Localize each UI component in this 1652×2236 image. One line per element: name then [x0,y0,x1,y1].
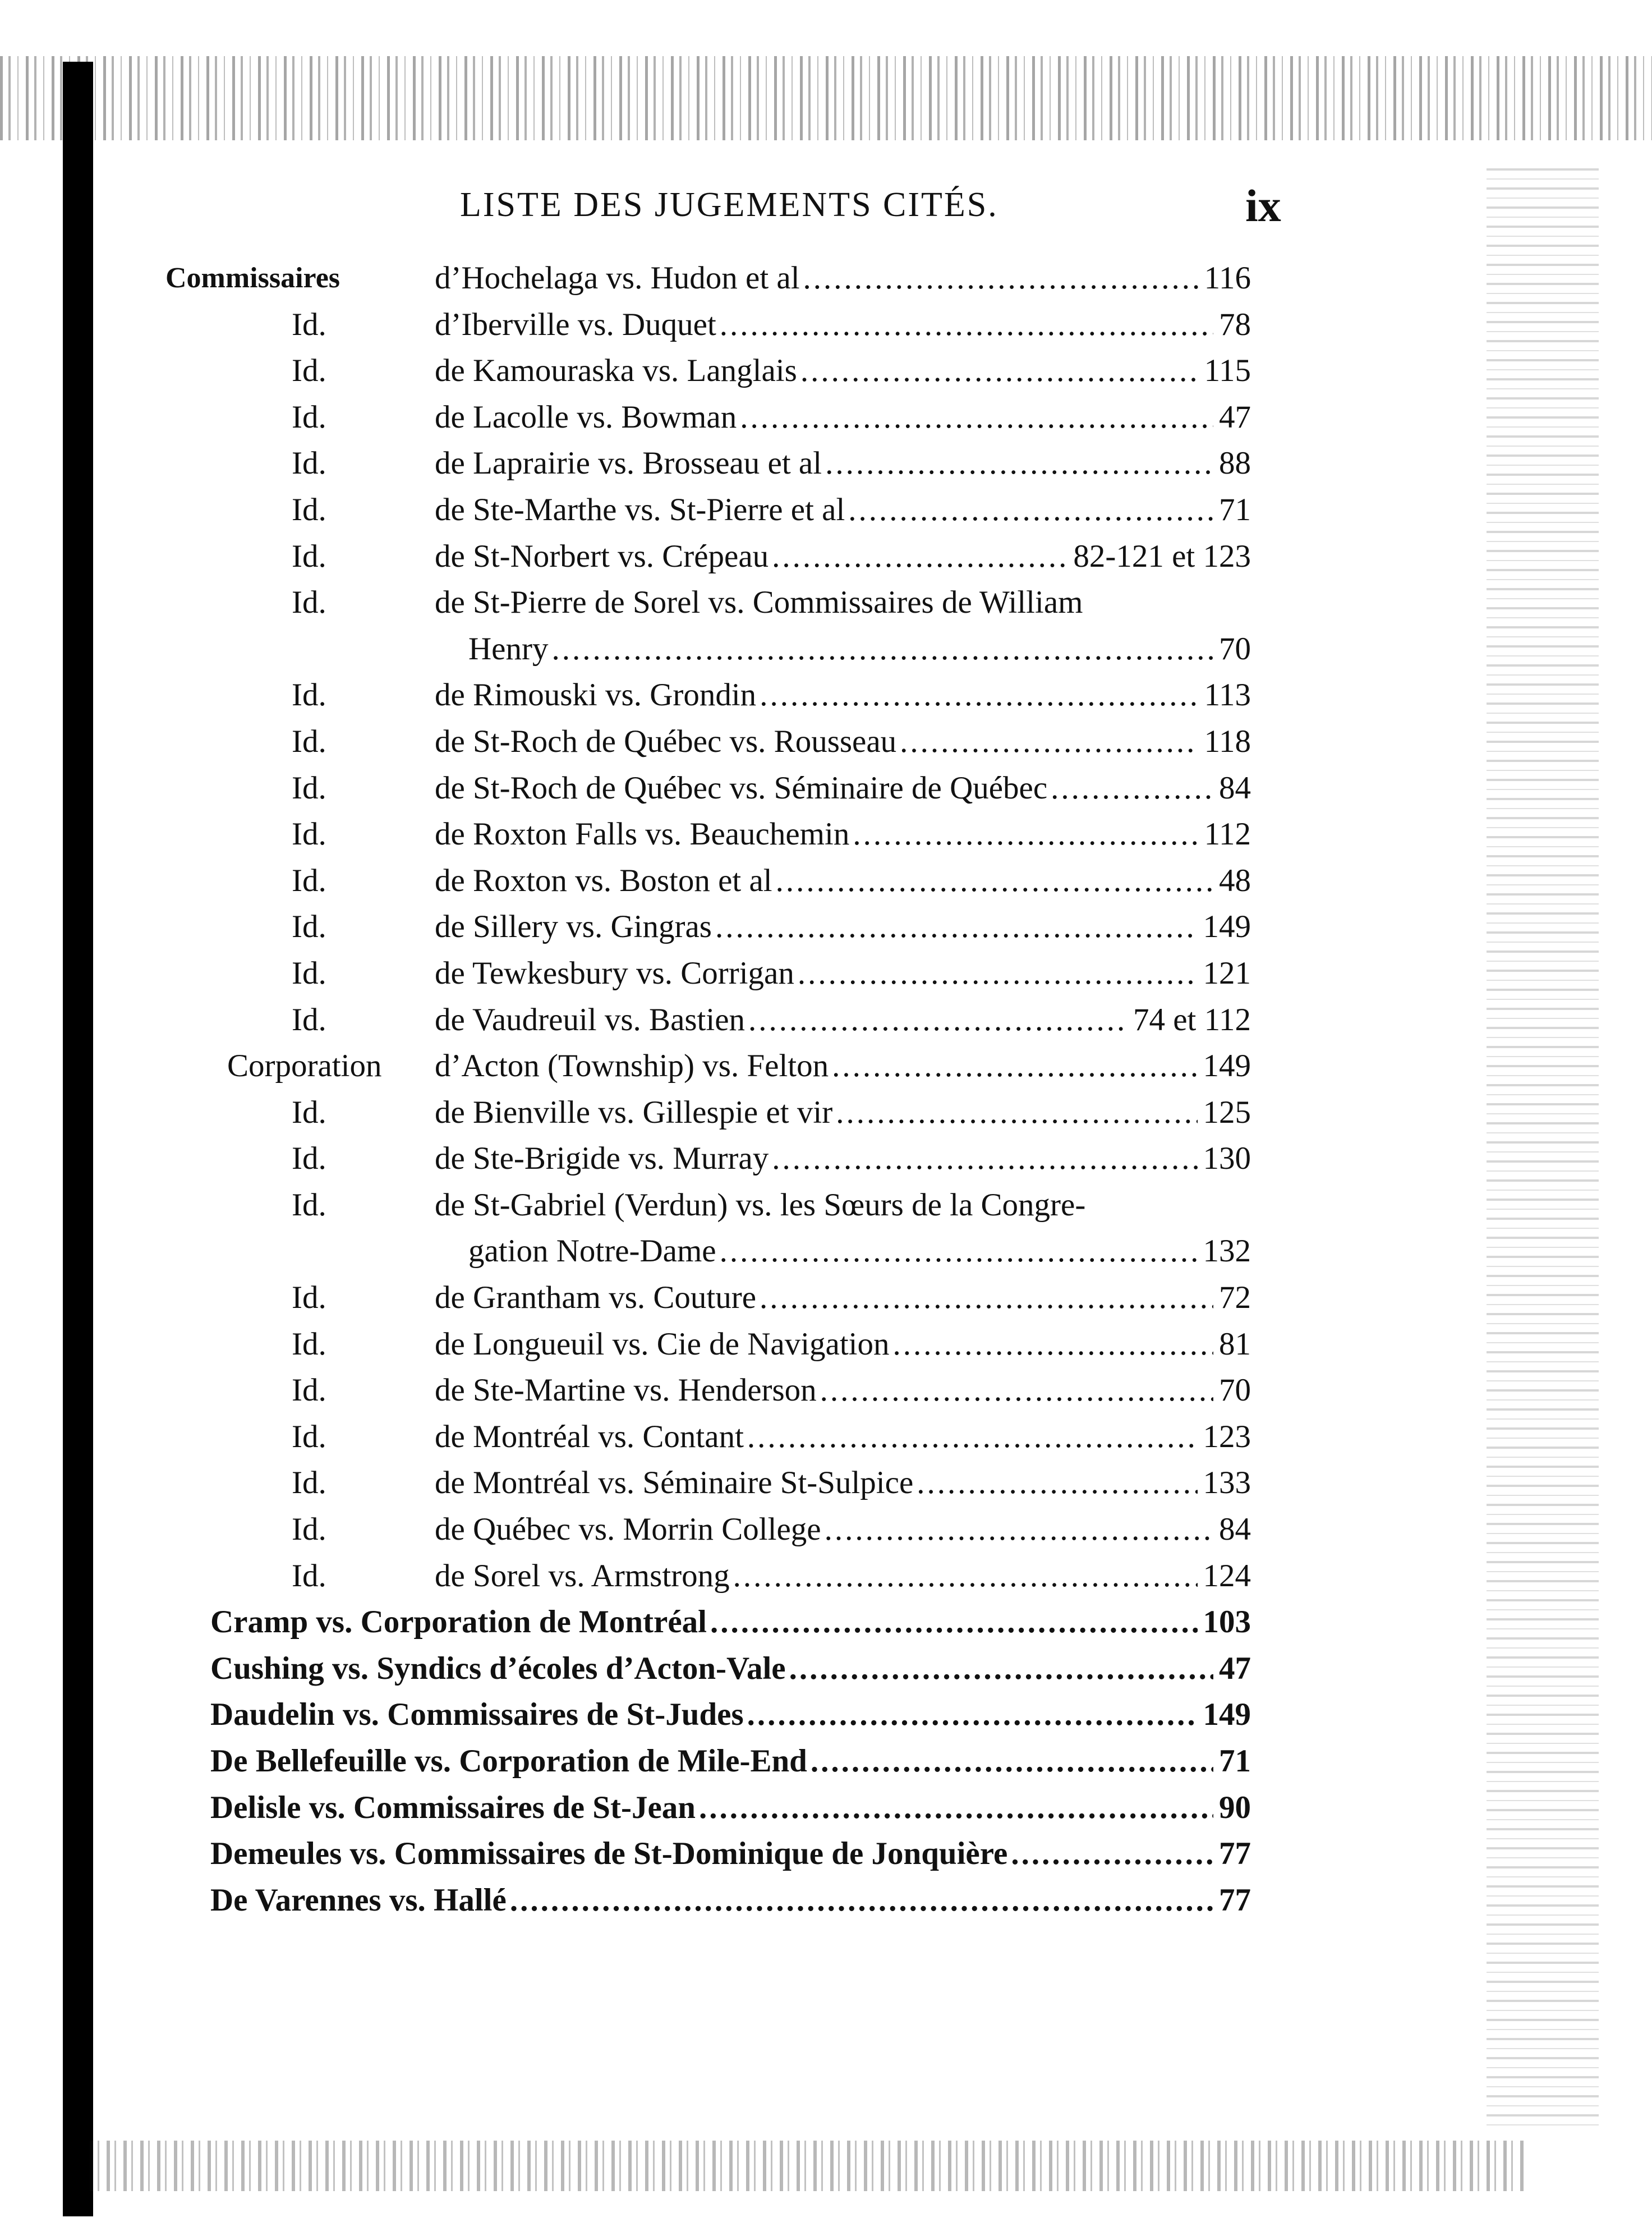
dot-leader [760,1275,1213,1321]
citation-entry [0,1228,1652,1275]
citation-entry [0,348,1652,394]
citation-entry [0,394,1652,441]
dot-leader [748,997,1128,1044]
entry-page-ref: 71 [1219,1743,1251,1779]
entry-label: Id. [292,492,326,527]
citation-entry [0,1877,1652,1924]
entry-label: Commissaires [165,262,340,294]
dot-leader [776,858,1213,904]
entry-label: Id. [292,1512,326,1548]
dot-leader [836,1090,1197,1136]
entry-label: Id. [292,1372,326,1408]
entry-label: Corporation [227,1048,382,1084]
dot-leader [772,1136,1197,1182]
dot-leader [798,951,1198,997]
dot-leader [733,1553,1198,1600]
entry-text: de Bienville vs. Gillespie et vir [435,1094,833,1130]
dot-leader [820,1367,1213,1414]
dot-leader [832,1043,1197,1090]
page-title: LISTE DES JUGEMENTS CITÉS. [460,186,998,224]
entry-text: Cramp vs. Corporation de Montréal [210,1604,707,1640]
citation-entry [0,1599,1652,1646]
citation-entry [0,904,1652,951]
dot-leader [747,1414,1198,1461]
entry-page-ref: 116 [1204,260,1251,296]
citation-entry [0,1460,1652,1507]
dot-leader [760,672,1198,719]
entry-label: Id. [292,1418,326,1454]
citation-entry [0,1367,1652,1414]
dot-leader [917,1460,1197,1507]
citation-entry [0,580,1652,626]
entry-page-ref: 103 [1203,1604,1251,1640]
scan-noise-top [0,56,1652,140]
citation-entry [0,951,1652,997]
entry-text: d’Acton (Township) vs. Felton [435,1048,829,1084]
dot-leader [1011,1831,1213,1877]
entry-label: Id. [292,538,326,574]
dot-leader [740,394,1213,441]
entry-page-ref: 47 [1219,399,1251,435]
entry-text: de Sillery vs. Gingras [435,909,712,945]
entry-page-ref: 149 [1203,1697,1251,1733]
entry-page-ref: 112 [1204,816,1251,852]
entry-page-ref: 124 [1203,1558,1251,1594]
entry-text: de Tewkesbury vs. Corrigan [435,955,794,991]
dot-leader [900,719,1198,765]
citation-entry [0,1275,1652,1321]
entry-text: d’Iberville vs. Duquet [435,306,716,342]
dot-leader [510,1877,1213,1924]
entry-label: Id. [292,1558,326,1594]
entry-text: de Rimouski vs. Grondin [435,677,757,713]
entry-label: Id. [292,723,326,759]
citation-entry [0,765,1652,812]
dot-leader [811,1738,1213,1785]
page-header [0,180,1652,236]
citation-entry [0,1507,1652,1553]
dot-leader [720,1228,1198,1275]
dot-leader [551,626,1213,673]
entry-page-ref: 84 [1219,770,1251,806]
entry-page-ref: 130 [1203,1141,1251,1177]
entry-label: Id. [292,816,326,852]
dot-leader [715,904,1198,951]
entry-label: Id. [292,1280,326,1316]
entry-label: Id. [292,1187,326,1223]
citation-entry [0,1321,1652,1368]
entry-text: d’Hochelaga vs. Hudon et al [435,260,800,296]
citation-entry [0,1692,1652,1738]
entry-page-ref: 82-121 et 123 [1073,538,1251,574]
entry-text: Delisle vs. Commissaires de St-Jean [210,1789,696,1825]
entry-text: De Varennes vs. Hallé [210,1882,507,1918]
entry-page-ref: 47 [1219,1650,1251,1686]
entry-label: Id. [292,306,326,342]
dot-leader [789,1646,1213,1692]
entry-label: Id. [292,955,326,991]
entry-page-ref: 88 [1219,446,1251,481]
citation-entry [0,1646,1652,1692]
citation-entry [0,811,1652,858]
entry-page-ref: 78 [1219,306,1251,342]
citation-entry [0,1553,1652,1600]
dot-leader [853,811,1198,858]
entry-page-ref: 84 [1219,1512,1251,1548]
entry-page-ref: 132 [1203,1233,1251,1269]
entry-text: de St-Norbert vs. Crépeau [435,538,769,574]
citation-entry [0,534,1652,580]
entry-text: Henry [468,631,549,667]
citation-entry [0,1090,1652,1136]
entry-text: de Laprairie vs. Brosseau et al [435,446,822,481]
entry-text: de Grantham vs. Couture [435,1280,757,1316]
scan-noise-bottom [90,2141,1526,2191]
entry-page-ref: 77 [1219,1836,1251,1872]
entry-text: de Longueuil vs. Cie de Navigation [435,1326,890,1362]
citation-entry [0,440,1652,487]
entry-page-ref: 90 [1219,1789,1251,1825]
citation-entry [0,1182,1652,1229]
dot-leader [893,1321,1214,1368]
citation-entry [0,1136,1652,1182]
entry-page-ref: 72 [1219,1280,1251,1316]
entry-text: de Ste-Marthe vs. St-Pierre et al [435,492,845,527]
entry-text: de St-Gabriel (Verdun) vs. les Sœurs de la Congre- [435,1187,1086,1223]
entry-text: de Vaudreuil vs. Bastien [435,1002,746,1037]
entry-page-ref: 121 [1203,955,1251,991]
entry-text: gation Notre-Dame [468,1233,716,1269]
dot-leader [825,440,1213,487]
entry-label: Id. [292,862,326,898]
entry-text: De Bellefeuille vs. Corporation de Mile-End [210,1743,807,1779]
entry-page-ref: 74 et 112 [1133,1002,1251,1037]
entry-text: de Roxton vs. Boston et al [435,862,772,898]
citation-list [0,255,1652,1923]
entry-label: Id. [292,353,326,389]
entry-page-ref: 81 [1219,1326,1251,1362]
entry-page-ref: 149 [1203,1048,1251,1084]
entry-text: de Montréal vs. Séminaire St-Sulpice [435,1465,914,1501]
entry-text: de Roxton Falls vs. Beauchemin [435,816,850,852]
entry-page-ref: 125 [1203,1094,1251,1130]
citation-entry [0,719,1652,765]
citation-entry [0,672,1652,719]
dot-leader [772,534,1067,580]
entry-text: Cushing vs. Syndics d’écoles d’Acton-Vale [210,1650,786,1686]
entry-text: de St-Pierre de Sorel vs. Commissaires de William [435,585,1083,621]
entry-page-ref: 133 [1203,1465,1251,1501]
entry-page-ref: 70 [1219,1372,1251,1408]
entry-text: de St-Roch de Québec vs. Séminaire de Québec [435,770,1048,806]
entry-label: Id. [292,1141,326,1177]
entry-label: Id. [292,1465,326,1501]
citation-entry [0,487,1652,534]
dot-leader [825,1507,1213,1553]
entry-label: Id. [292,1002,326,1037]
entry-text: de Ste-Brigide vs. Murray [435,1141,769,1177]
dot-leader [803,255,1199,302]
citation-entry [0,302,1652,348]
entry-page-ref: 48 [1219,862,1251,898]
citation-entry [0,626,1652,673]
entry-label: Id. [292,1326,326,1362]
citation-entry [0,1831,1652,1877]
entry-text: de Sorel vs. Armstrong [435,1558,730,1594]
entry-text: Demeules vs. Commissaires de St-Dominique de Jonquière [210,1836,1008,1872]
entry-page-ref: 115 [1204,353,1251,389]
entry-text: de Québec vs. Morrin College [435,1512,821,1548]
citation-entry [0,1414,1652,1461]
dot-leader [699,1785,1213,1831]
dot-leader [800,348,1199,394]
entry-page-ref: 77 [1219,1882,1251,1918]
dot-leader [848,487,1213,534]
citation-entry [0,1738,1652,1785]
entry-page-ref: 118 [1204,723,1251,759]
page-number: ix [1245,180,1281,231]
entry-label: Id. [292,770,326,806]
entry-text: de St-Roch de Québec vs. Rousseau [435,723,897,759]
citation-entry [0,1043,1652,1090]
entry-text: de Ste-Martine vs. Henderson [435,1372,817,1408]
entry-text: Daudelin vs. Commissaires de St-Judes [210,1697,744,1733]
entry-text: de Kamouraska vs. Langlais [435,353,797,389]
entry-label: Id. [292,909,326,945]
entry-label: Id. [292,399,326,435]
entry-text: de Montréal vs. Contant [435,1418,744,1454]
entry-label: Id. [292,585,326,621]
entry-text: de Lacolle vs. Bowman [435,399,737,435]
citation-entry [0,255,1652,302]
dot-leader [720,302,1213,348]
citation-entry [0,858,1652,904]
entry-label: Id. [292,446,326,481]
citation-entry [0,1785,1652,1831]
dot-leader [1051,765,1213,812]
entry-label: Id. [292,677,326,713]
entry-page-ref: 149 [1203,909,1251,945]
entry-page-ref: 70 [1219,631,1251,667]
dot-leader [710,1599,1198,1646]
entry-page-ref: 71 [1219,492,1251,527]
entry-page-ref: 123 [1203,1418,1251,1454]
citation-entry [0,997,1652,1044]
entry-label: Id. [292,1094,326,1130]
dot-leader [747,1692,1198,1738]
entry-page-ref: 113 [1204,677,1251,713]
